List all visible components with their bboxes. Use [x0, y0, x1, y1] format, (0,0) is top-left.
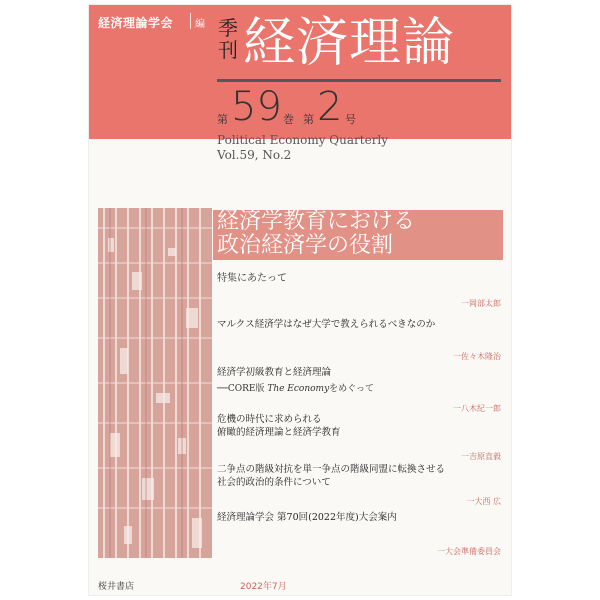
volume-number: 59 [231, 84, 282, 130]
society-name: 経済理論学会 [98, 16, 174, 30]
article-subtitle [217, 381, 374, 394]
volume-prefix: 第 [217, 113, 228, 126]
article-title-line2: 俯瞰的経済理論と経済学教育 [217, 427, 341, 438]
feature-intro: 特集にあたって [217, 273, 287, 284]
issue-number: 2 [317, 84, 343, 130]
quarterly-label: 季刊 [218, 16, 238, 62]
author-name: 一吉原直毅 [461, 452, 501, 461]
volume-suffix: 巻 [283, 113, 294, 126]
article-title: マルクス経済学はなぜ大学で教えられるべきなのか [217, 319, 436, 330]
issue-suffix: 号 [345, 113, 356, 126]
article-title-line2: 社会的政治的条件について [217, 477, 331, 488]
cover-header [89, 5, 511, 139]
article-title: 危機の時代に求められる [217, 414, 322, 425]
journal-cover [89, 5, 511, 595]
author-name: 一岡部太郎 [461, 299, 501, 308]
article-subtitle-suffix: をめぐって [329, 384, 374, 394]
english-volume: Vol.59, No.2 [217, 148, 292, 162]
feature-title [217, 210, 415, 258]
english-title: Political Economy Quarterly [217, 133, 389, 147]
article-title: 二争点の階級対抗を単一争点の階級同盟に転換させる [217, 464, 446, 475]
author-name: 一佐々木隆治 [453, 352, 501, 361]
header-rule [217, 79, 501, 82]
author-name: 一大会準備委員会 [437, 547, 501, 556]
feature-title-line1: 経済学教育における [217, 209, 416, 234]
article-subtitle-prefix: ──CORE版 [217, 384, 268, 394]
feature-title-line2: 政治経済学の役割 [217, 233, 394, 258]
decorative-graphic [98, 208, 212, 558]
author-name: 一八木紀一郎 [453, 404, 501, 413]
decorative-panel [98, 208, 212, 558]
publication-date: 2022年7月 [240, 582, 287, 592]
publisher: 桜井書店 [98, 582, 135, 592]
article-title: 経済学初級教育と経済理論 [217, 367, 332, 378]
issue-prefix: 第 [303, 113, 314, 126]
edited-label: 編 [195, 19, 205, 30]
header-separator [190, 13, 191, 29]
article-subtitle-italic: The Economy [267, 384, 330, 394]
author-name: 一大西 広 [466, 497, 501, 506]
journal-title: 経済理論 [243, 13, 456, 73]
article-title: 経済理論学会 第70回(2022年度)大会案内 [217, 512, 397, 523]
